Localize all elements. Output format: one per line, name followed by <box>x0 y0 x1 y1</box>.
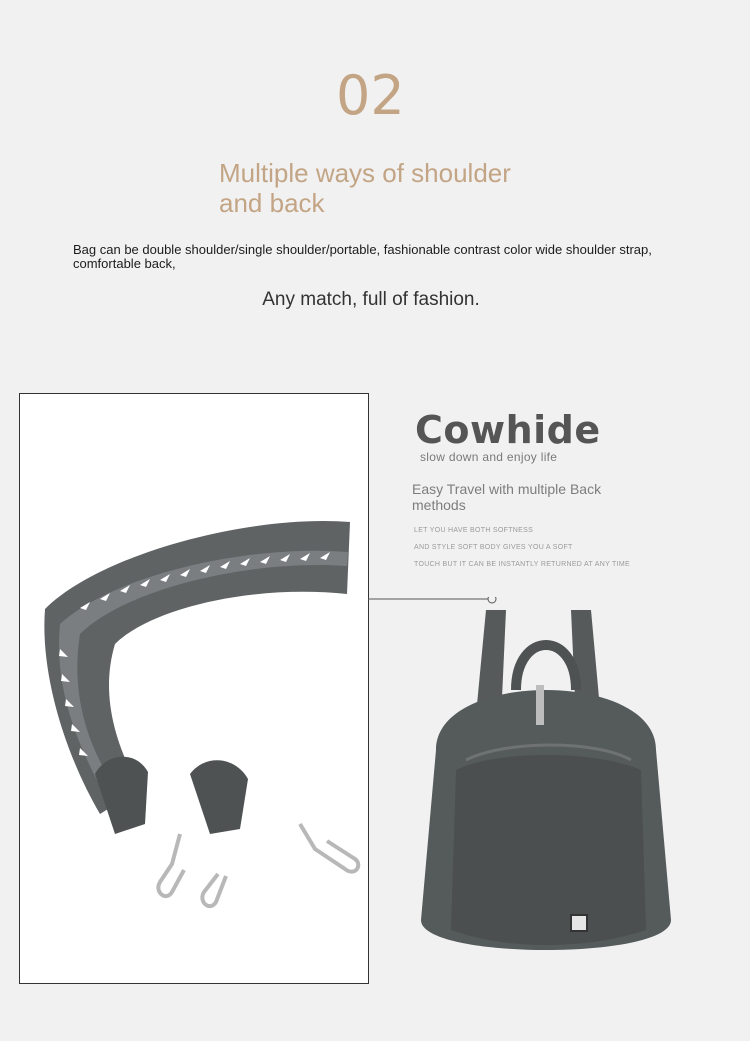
shoulder-strap-image <box>20 394 368 983</box>
brand-name: Cowhide <box>415 408 601 452</box>
feature-line: AND STYLE SOFT BODY GIVES YOU A SOFT <box>414 544 573 551</box>
section-number <box>336 62 410 122</box>
section-description: Bag can be double shoulder/single shoulder/portable, fashionable contrast color wide shoulder strap, comfortable back, <box>73 242 652 271</box>
feature-line: LET YOU HAVE BOTH SOFTNESS <box>414 527 534 534</box>
svg-text:02: 02 <box>336 64 405 122</box>
feature-line: TOUCH BUT IT CAN BE INSTANTLY RETURNED AT ANY TIME <box>414 561 630 568</box>
brand-slogan: slow down and enjoy life <box>420 450 558 464</box>
feature-title: Easy Travel with multiple Back methods <box>412 481 602 513</box>
backpack-image <box>396 600 696 980</box>
section-title: Multiple ways of shoulder and back <box>219 158 511 218</box>
tagline: Any match, full of fashion. <box>262 289 480 310</box>
strap-image-frame <box>19 393 369 984</box>
